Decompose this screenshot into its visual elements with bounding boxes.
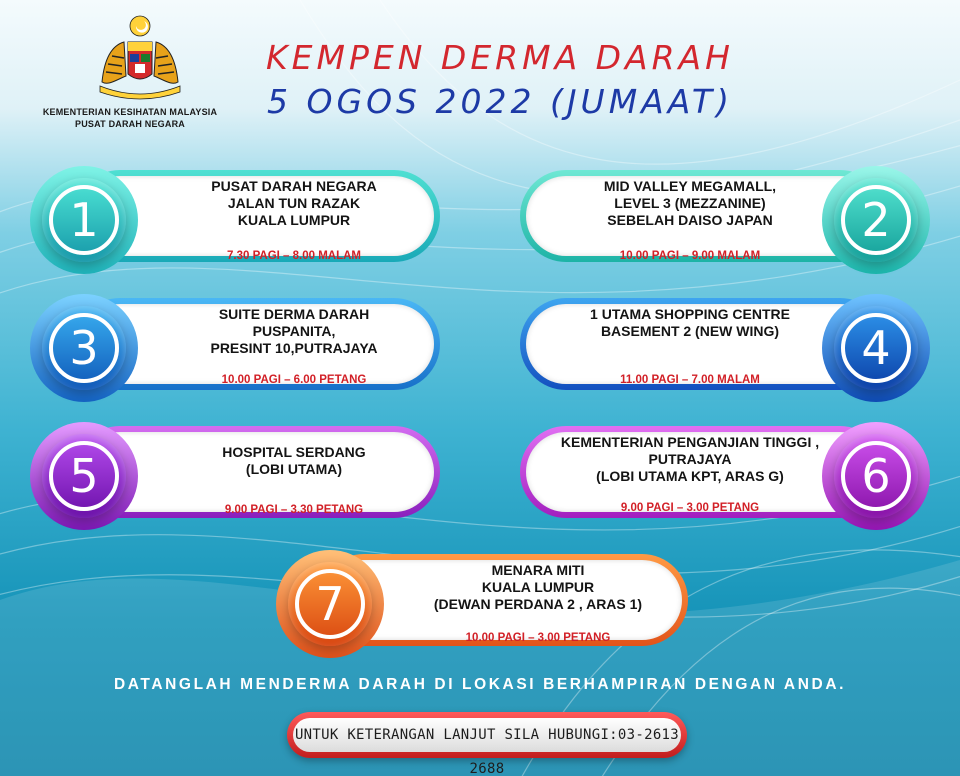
location-1-time: 7.30 PAGI – 8.00 MALAM — [227, 250, 361, 262]
number-6-icon: 6 — [841, 441, 911, 511]
location-3-address: SUITE DERMA DARAH PUSPANITA, PRESINT 10,PUTRAJAYA — [210, 306, 378, 356]
number-1-icon: 1 — [49, 185, 119, 255]
number-2-icon: 2 — [841, 185, 911, 255]
contact-banner — [287, 712, 687, 776]
location-6-badge — [822, 422, 930, 530]
location-4-time: 11.00 PAGI – 7.00 MALAM — [620, 374, 760, 386]
location-3-badge — [30, 294, 138, 402]
location-2-badge — [822, 166, 930, 274]
location-7-address: MENARA MITI KUALA LUMPUR (DEWAN PERDANA 2 , ARAS 1) — [433, 562, 643, 612]
location-5-badge — [30, 422, 138, 530]
location-6-time: 9.00 PAGI – 3.00 PETANG — [620, 502, 760, 514]
location-1-address: PUSAT DARAH NEGARA JALAN TUN RAZAK KUALA LUMPUR — [211, 178, 377, 228]
number-7-icon: 7 — [295, 569, 365, 639]
location-1-badge — [30, 166, 138, 274]
contact-text: UNTUK KETERANGAN LANJUT SILA HUBUNGI:03-2613 2688 — [293, 718, 681, 752]
call-to-action: DATANGLAH MENDERMA DARAH DI LOKASI BERHAMPIRAN DENGAN ANDA. — [113, 676, 847, 693]
campaign-title: KEMPEN DERMA DARAH — [266, 38, 734, 77]
location-7-time: 10.00 PAGI – 3.00 PETANG — [465, 632, 611, 644]
coat-of-arms-logo — [80, 12, 200, 102]
location-7-badge — [276, 550, 384, 658]
location-4-address: 1 UTAMA SHOPPING CENTRE BASEMENT 2 (NEW WING) — [590, 306, 790, 339]
location-5-address: HOSPITAL SERDANG (LOBI UTAMA) — [222, 444, 366, 477]
location-4-badge — [822, 294, 930, 402]
number-3-icon: 3 — [49, 313, 119, 383]
location-2-address: MID VALLEY MEGAMALL, LEVEL 3 (MEZZANINE) SEBELAH DAISO JAPAN — [603, 178, 777, 228]
location-5-time: 9.00 PAGI – 3.30 PETANG — [224, 504, 364, 516]
location-2-time: 10.00 PAGI – 9.00 MALAM — [619, 250, 761, 262]
location-6-address: KEMENTERIAN PENGANJIAN TINGGI , PUTRAJAYA (LOBI UTAMA KPT, ARAS G) — [560, 434, 820, 484]
blood-centre-name: PUSAT DARAH NEGARA — [75, 119, 185, 129]
ministry-name: KEMENTERIAN KESIHATAN MALAYSIA — [42, 107, 218, 117]
number-4-icon: 4 — [841, 313, 911, 383]
campaign-date: 5 OGOS 2022 (JUMAAT) — [267, 82, 733, 121]
number-5-icon: 5 — [49, 441, 119, 511]
location-3-time: 10.00 PAGI – 6.00 PETANG — [221, 374, 367, 386]
